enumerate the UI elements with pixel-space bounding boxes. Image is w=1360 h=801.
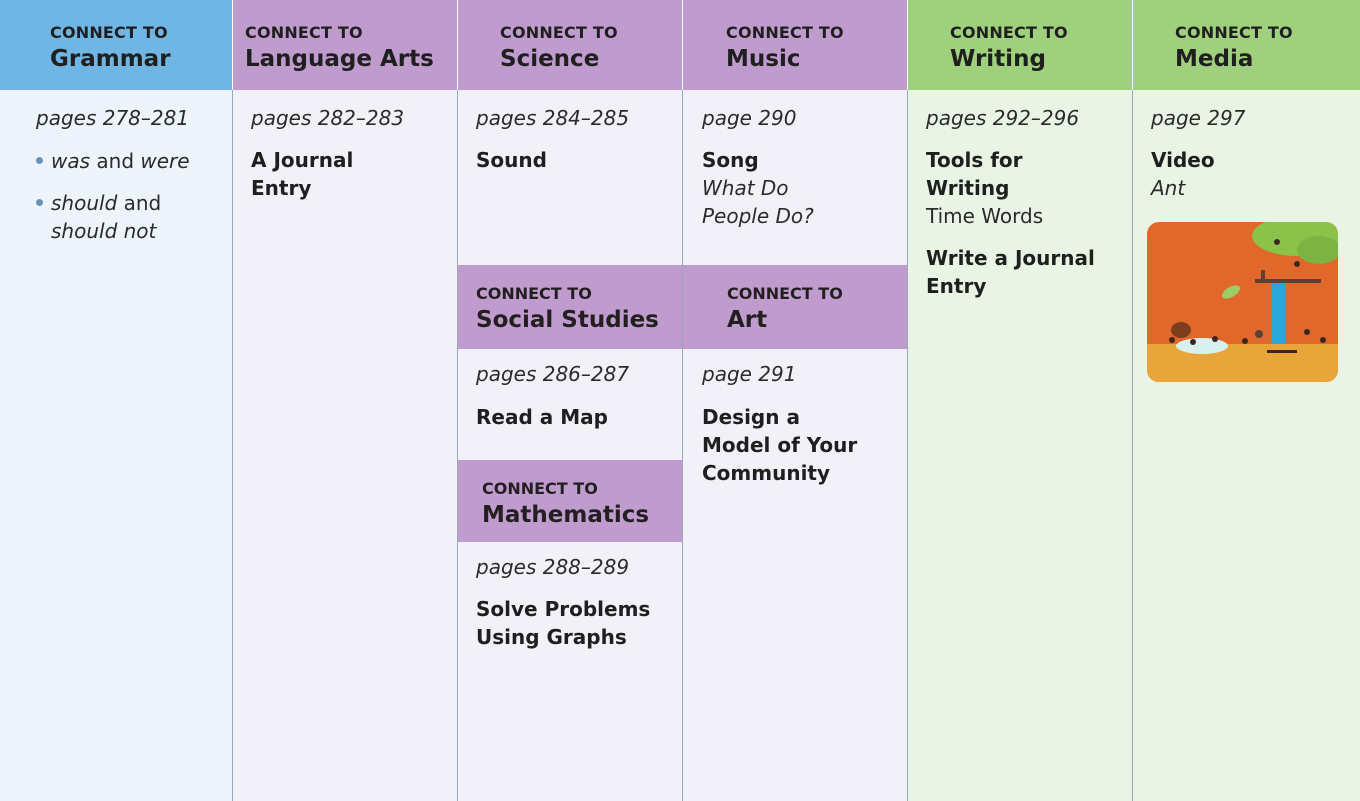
divider bbox=[457, 90, 458, 801]
mathematics-pages: pages 288–289 bbox=[476, 555, 630, 579]
music-topic: Song bbox=[702, 148, 759, 172]
media-topic: Video bbox=[1151, 148, 1215, 172]
connect-to-label: CONNECT TO bbox=[482, 479, 598, 498]
bullet-icon bbox=[36, 199, 43, 206]
ant-video-illustration bbox=[1147, 222, 1338, 382]
writing-topic-line-3: Write a Journal bbox=[926, 246, 1095, 270]
social-studies-topic: Read a Map bbox=[476, 405, 608, 429]
media-pages: page 297 bbox=[1151, 106, 1246, 130]
connect-to-label: CONNECT TO bbox=[1175, 23, 1293, 42]
social-studies-header bbox=[458, 265, 682, 349]
science-topic: Sound bbox=[476, 148, 547, 172]
writing-title: Writing bbox=[950, 46, 1046, 72]
grammar-bullet-1: was and were bbox=[36, 147, 190, 175]
music-subtitle-line-1: What Do bbox=[702, 176, 789, 200]
writing-header bbox=[908, 0, 1132, 90]
divider bbox=[907, 90, 908, 801]
connect-to-label: CONNECT TO bbox=[726, 23, 844, 42]
science-title: Science bbox=[500, 46, 600, 72]
grammar-bullet-2: should and bbox=[36, 189, 161, 217]
grammar-bullet-2-continued: should not bbox=[51, 219, 157, 243]
connect-to-label: CONNECT TO bbox=[245, 23, 363, 42]
grammar-pages: pages 278–281 bbox=[36, 106, 190, 130]
divider bbox=[232, 90, 233, 801]
writing-subtopic: Time Words bbox=[926, 204, 1044, 228]
media-subtitle: Ant bbox=[1151, 176, 1186, 200]
language-arts-pages: pages 282–283 bbox=[251, 106, 405, 130]
mathematics-header bbox=[458, 460, 682, 542]
connect-to-label: CONNECT TO bbox=[500, 23, 618, 42]
art-topic-line-1: Design a bbox=[702, 405, 800, 429]
art-title: Art bbox=[727, 307, 768, 333]
language-arts-topic-line-1: A Journal bbox=[251, 148, 354, 172]
mathematics-topic-line-1: Solve Problems bbox=[476, 597, 651, 621]
writing-pages: pages 292–296 bbox=[926, 106, 1080, 130]
music-header bbox=[683, 0, 907, 90]
language-arts-header bbox=[233, 0, 457, 90]
language-arts-topic-line-2: Entry bbox=[251, 176, 312, 200]
connect-to-label: CONNECT TO bbox=[950, 23, 1068, 42]
grammar-title: Grammar bbox=[50, 46, 171, 72]
science-pages: pages 284–285 bbox=[476, 106, 630, 130]
connect-to-label: CONNECT TO bbox=[50, 23, 168, 42]
social-studies-title: Social Studies bbox=[476, 307, 659, 333]
video-thumbnail[interactable] bbox=[1147, 222, 1338, 382]
divider bbox=[682, 90, 683, 801]
mathematics-title: Mathematics bbox=[482, 502, 650, 528]
science-header bbox=[458, 0, 682, 90]
music-title: Music bbox=[726, 46, 801, 72]
writing-topic-line-4: Entry bbox=[926, 274, 987, 298]
connect-to-label: CONNECT TO bbox=[727, 284, 843, 303]
writing-topic-line-1: Tools for bbox=[926, 148, 1023, 172]
writing-topic-line-2: Writing bbox=[926, 176, 1010, 200]
divider bbox=[1132, 90, 1133, 801]
mathematics-topic-line-2: Using Graphs bbox=[476, 625, 627, 649]
media-title: Media bbox=[1175, 46, 1254, 72]
art-header bbox=[683, 265, 907, 349]
art-topic-line-2: Model of Your bbox=[702, 433, 858, 457]
bullet-icon bbox=[36, 157, 43, 164]
art-topic-line-3: Community bbox=[702, 461, 831, 485]
music-pages: page 290 bbox=[702, 106, 797, 130]
art-pages: page 291 bbox=[702, 362, 797, 386]
music-subtitle-line-2: People Do? bbox=[702, 204, 814, 228]
media-header bbox=[1133, 0, 1360, 90]
language-arts-title: Language Arts bbox=[245, 46, 434, 72]
social-studies-pages: pages 286–287 bbox=[476, 362, 630, 386]
grammar-header bbox=[0, 0, 232, 90]
connect-to-label: CONNECT TO bbox=[476, 284, 592, 303]
